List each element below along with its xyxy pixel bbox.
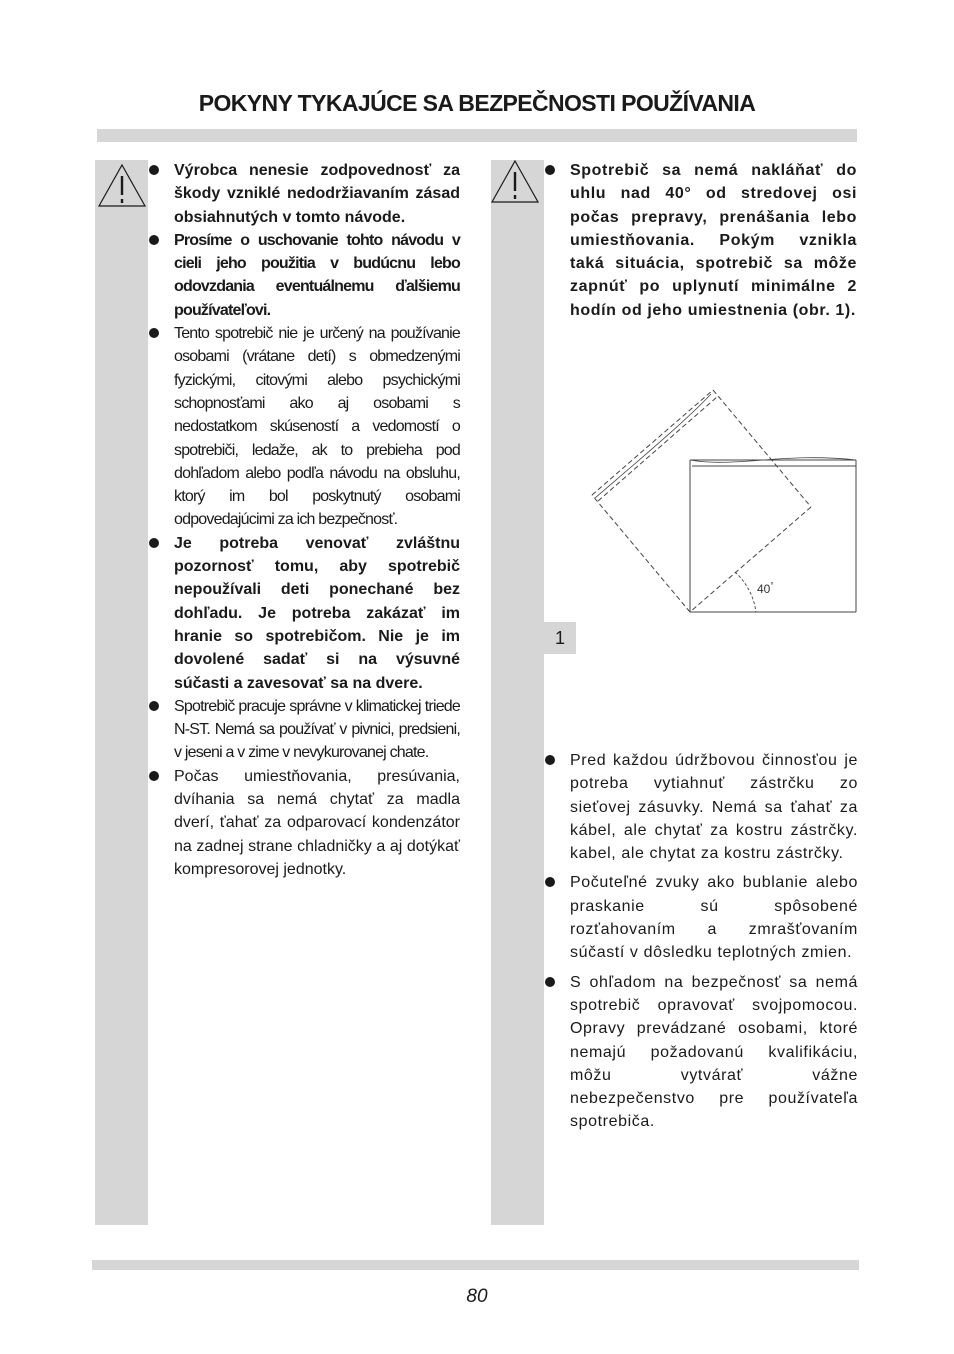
list-item: S ohľadom na bezpečnosť sa nemá spotrebič opravovať svojpomocou. Opravy prevádzané osobami, ktoré nemajú požadovanú kvalifikáciu, môžu vytvárať vážne nebezpečenstvo pre používateľa spotrebiča. xyxy=(544,971,858,1134)
warning-triangle-icon xyxy=(490,158,540,204)
right-bottom-safety-list xyxy=(544,749,858,1134)
list-item: Počuteľné zvuky ako bublanie alebo praskanie sú spôsobené rozťahovaním a zmrašťovaním súčastí v dôsledku teplotných zmien. xyxy=(544,871,858,964)
page-number: 80 xyxy=(466,1286,488,1307)
left-margin-band xyxy=(95,160,148,1225)
angle-label: 40° xyxy=(757,581,774,596)
list-item: Výrobca nenesie zodpovednosť za škody vzniklé nedodržiavaním zásad obsiahnutých v tomto návode. xyxy=(148,159,460,229)
right-margin-band xyxy=(491,160,544,1225)
left-safety-list xyxy=(148,159,460,881)
header-divider xyxy=(97,129,857,142)
list-item: Počas umiestňovania, presúvania, dvíhania sa nemá chytať za madla dverí, ťahať za odparovací kondenzátor na zadnej strane chladničky a aj dotýkať kompresorovej jednotky. xyxy=(148,765,460,881)
footer-divider xyxy=(92,1260,859,1270)
list-item: Spotrebič pracuje správne v klimatickej triede N-ST. Nemá sa používať v pivnici, predsieni, v jeseni a v zime v nevykurovanej chate. xyxy=(148,695,460,765)
list-item: Spotrebič sa nemá nakláňať do uhlu nad 40° od stredovej osi počas prepravy, prenášania lebo umiestňovania. Pokým vznikla taká situácia, spotrebič sa môže zapnúť po uplynutí minimálne 2 hodín od jeho umiestnenia (obr. 1). xyxy=(544,159,857,322)
tilt-angle-figure xyxy=(585,382,860,622)
tilted-appliance-outline xyxy=(592,390,811,612)
list-item: Je potreba venovať zvláštnu pozornosť tomu, aby spotrebič nepoužívali deti ponechané bez dohľadu. Je potreba zakázať im hranie so spotrebičom. Nie je im dovolené sadať si na výsuvné súčasti a zavesovať sa na dvere. xyxy=(148,532,460,695)
warning-triangle-icon xyxy=(97,162,147,208)
right-top-safety-list xyxy=(544,159,857,322)
list-item: Pred každou údržbovou činnosťou je potreba vytiahnuť zástrčku zo sieťovej zásuvky. Nemá sa ťahať za kábel, ale chytať za kostru zástrčky. kabel, ale chytat za kostru zástrčky. xyxy=(544,749,858,865)
page-title: POKYNY TYKAJÚCE SA BEZPEČNOSTI POUŽÍVANIA xyxy=(198,90,756,116)
angle-arc xyxy=(735,572,756,612)
figure-number: 1 xyxy=(544,622,576,654)
list-item: Prosíme o uschovanie tohto návodu v cieli jeho použitia v budúcnu lebo odovzdania eventuálnemu ďalšiemu používateľovi. xyxy=(148,229,460,322)
list-item: Tento spotrebič nie je určený na používanie osobami (vrátane detí) s obmedzenými fyzickými, citovými alebo psychickými schopnosťami ako aj osobami s nedostatkom skúseností a vedomostí o spotrebiči, ledaže, ak to prebieha pod dohľadom alebo podľa návodu na obsluhu, ktorý im bol poskytnutý osobami odpovedajúcimi za ich bezpečnosť. xyxy=(148,322,460,532)
